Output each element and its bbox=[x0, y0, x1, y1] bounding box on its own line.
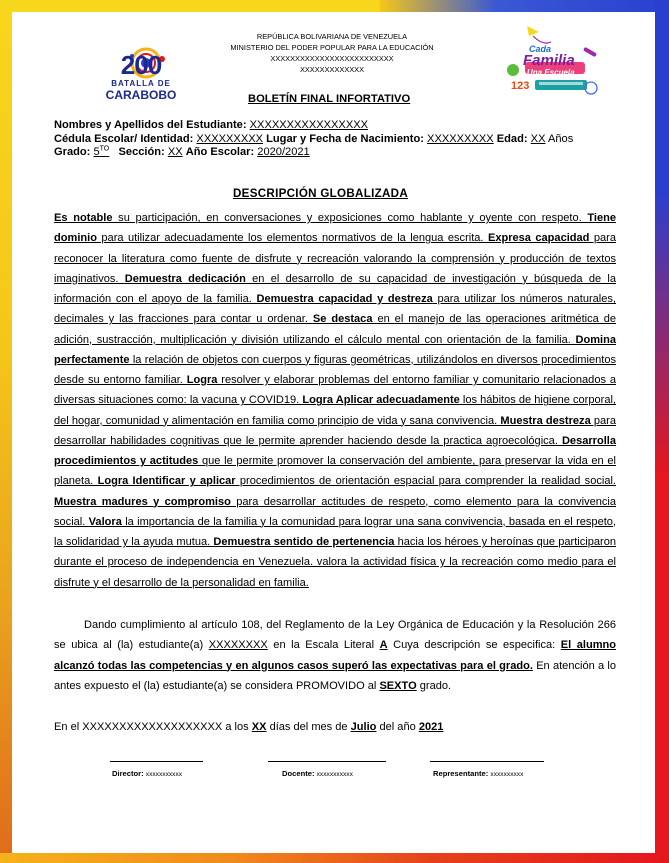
logo-cada-familia bbox=[505, 22, 601, 102]
section-value: XX bbox=[167, 146, 183, 158]
description-highlight: Es notable bbox=[54, 212, 113, 224]
description-highlight: Logra bbox=[186, 374, 218, 386]
description-text: procedimientos de orientación espacial para comprender la realidad social. bbox=[235, 475, 616, 488]
description-text: que le permite promover la conservación del ambiente, para preservar la vida en el planeta. bbox=[54, 455, 616, 488]
description-highlight: Muestra madures y compromiso bbox=[54, 495, 231, 508]
logo-200-number: 200 bbox=[120, 50, 162, 80]
director-signature: Director: xxxxxxxxxxx bbox=[112, 769, 183, 778]
closing-p2: en la Escala Literal bbox=[273, 639, 375, 652]
header-line2: MINISTERIO DEL PODER POPULAR PARA LA EDUCACIÓN bbox=[230, 43, 434, 52]
student-id-value: XXXXXXXXX bbox=[196, 132, 264, 145]
border-top-right bbox=[380, 0, 669, 12]
age-label: Edad: bbox=[496, 132, 528, 145]
student-name-label: Nombres y Apellidos del Estudiante: bbox=[54, 119, 247, 131]
date-year: 2021 bbox=[418, 721, 444, 733]
description-text: en el desarrollo de su capacidad de investigación y búsqueda de la información con el apoyo de la familia. bbox=[54, 272, 616, 305]
description-text: su participación, en conversaciones y exposiciones como hablante y oyente con respeto. bbox=[112, 212, 588, 224]
description-highlight: Desarrolla procedimientos y actitudes bbox=[54, 434, 616, 467]
student-name-line bbox=[54, 119, 644, 133]
document-title: BOLETÍN FINAL INFORTATIVO bbox=[248, 93, 411, 105]
student-id-line bbox=[54, 133, 644, 147]
representative-name: xxxxxxxxxx bbox=[490, 771, 524, 778]
date-mid2: del año bbox=[379, 721, 416, 733]
date-day: XX bbox=[251, 721, 267, 733]
date-month: Julio bbox=[350, 721, 377, 733]
student-grade-line bbox=[54, 146, 644, 160]
description-highlight: Se destaca bbox=[312, 313, 373, 326]
school-year-value: 2020/2021 bbox=[257, 146, 310, 158]
description-title: DESCRIPCIÓN GLOBALIZADA bbox=[232, 187, 408, 200]
description-text: en el manejo de las operaciones aritmética de adición, sustracción, multiplicación y división utilizando el cálculo mental con orientación de la familia. bbox=[54, 313, 617, 346]
logo-right-line2: Familia bbox=[523, 52, 575, 69]
logo-right-digits: 123 bbox=[511, 80, 530, 92]
representative-signature: Representante: xxxxxxxxxx bbox=[433, 769, 524, 778]
description-highlight: Muestra destreza bbox=[500, 414, 591, 427]
description-text: para desarrollar habilidades cognitivas que le permite aprender haciendo desde la practica agroecológica. bbox=[54, 414, 616, 447]
date-mid: días del mes de bbox=[269, 721, 348, 733]
closing-paragraph bbox=[54, 615, 616, 696]
description-text: para reconocer la literatura como fuente de disfrute y recreación valorando la comprensión y producción de textos imaginativos. bbox=[54, 232, 616, 285]
description-text: para utilizar los números naturales, decimales y las fracciones para contar u ordenar. bbox=[54, 293, 616, 326]
description-paragraph bbox=[54, 208, 616, 593]
description-text: la importancia de la familia y la comunidad para lograr una sana convivencia, basada en el respeto, la solidaridad y la ayuda mutua. bbox=[54, 515, 616, 548]
description-text: para desarrollar actitudes de respeto, como elemento para la convivencia social. bbox=[54, 495, 616, 528]
description-highlight: Demuestra capacidad y destreza bbox=[256, 293, 433, 305]
description-text: para utilizar adecuadamente los elementos normativos de la lengua escrita. bbox=[96, 232, 488, 245]
description-highlight: Tiene dominio bbox=[54, 212, 616, 245]
teacher-signature: Docente: xxxxxxxxxxx bbox=[282, 769, 353, 778]
header-line4: XXXXXXXXXXXXX bbox=[299, 65, 365, 74]
age-unit: Años bbox=[547, 132, 574, 145]
student-info bbox=[54, 119, 644, 160]
representative-signature-line bbox=[430, 761, 544, 762]
logo-right-line1: Cada bbox=[529, 44, 552, 54]
age-value: XX bbox=[530, 132, 546, 145]
description-highlight: Valora bbox=[88, 515, 122, 528]
border-right bbox=[655, 0, 669, 863]
director-signature-line bbox=[110, 761, 203, 762]
grade-label: Grado: bbox=[54, 146, 91, 158]
logo-line2: CARABOBO bbox=[105, 88, 177, 102]
document-page bbox=[12, 12, 655, 853]
promoted-grade: SEXTO bbox=[379, 679, 417, 692]
description-highlight: Expresa capacidad bbox=[487, 232, 590, 245]
closing-p3: Cuya descripción se especifica: bbox=[393, 639, 556, 652]
description-text: resolver y elaborar problemas del entorno familiar y comunitario relacionados a diversas situaciones como: la vacuna y COVID19. bbox=[54, 374, 616, 407]
date-prefix: En el XXXXXXXXXXXXXXXXXXX a los bbox=[54, 721, 249, 733]
teacher-name: xxxxxxxxxxx bbox=[316, 771, 353, 778]
description-highlight: Domina perfectamente bbox=[54, 333, 616, 366]
student-id-label: Cédula Escolar/ Identidad: bbox=[54, 132, 194, 145]
description-text: hacia los héroes y heroínas que participaron durante el proceso de independencia en Venezuela. valora la actividad física y la recreación como medio para el disfrute y el desarrollo de la personalidad en familia. bbox=[54, 536, 616, 589]
date-line bbox=[54, 717, 616, 737]
literal-scale: A bbox=[379, 639, 388, 652]
header-line1: REPÚBLICA BOLIVARIANA DE VENEZUELA bbox=[256, 32, 408, 41]
birth-label: Lugar y Fecha de Nacimiento: bbox=[266, 132, 424, 145]
logo-200-carabobo bbox=[100, 46, 182, 104]
teacher-signature-line bbox=[268, 761, 386, 762]
border-bottom bbox=[0, 853, 669, 863]
description-highlight: Demuestra dedicación bbox=[124, 272, 246, 285]
closing-p4: En atención a lo antes expuesto el (la) estudiante(a) se considera PROMOVIDO al bbox=[54, 659, 616, 692]
student-code: XXXXXXXX bbox=[208, 639, 268, 652]
section-label: Sección: bbox=[118, 146, 165, 158]
student-name-value: XXXXXXXXXXXXXXXX bbox=[249, 119, 369, 131]
grade-value: $5^{TO}$ bbox=[93, 145, 110, 158]
closing-p1: Dando cumplimiento al artículo 108, del Reglamento de la Ley Orgánica de Educación y la Resolución 266 se ubica al (la) estudiante(a) bbox=[54, 619, 616, 652]
birth-value: XXXXXXXXX bbox=[427, 132, 494, 145]
description-highlight: Logra Identificar y aplicar bbox=[97, 475, 236, 488]
header-line3: XXXXXXXXXXXXXXXXXXXXXXXXX bbox=[270, 54, 394, 63]
scale-description: El alumno alcanzó todas las competencias y en algunos casos superó las expectativas para el grado. bbox=[54, 639, 617, 672]
logo-right-line3: Una Escuela bbox=[527, 68, 575, 77]
description-highlight: Demuestra sentido de pertenencia bbox=[213, 536, 395, 548]
description-text: los hábitos de higiene corporal, del hogar, comunidad y alimentación en familia como principio de vida y sana convivencia. bbox=[54, 394, 616, 427]
director-name: xxxxxxxxxxx bbox=[145, 771, 183, 778]
closing-p5: grado. bbox=[419, 679, 452, 692]
school-year-label: Año Escolar: bbox=[185, 146, 255, 158]
description-highlight: Logra Aplicar adecuadamente bbox=[302, 394, 460, 407]
logo-line1: BATALLA DE bbox=[111, 79, 171, 88]
description-text: la relación de objetos con cuerpos y figuras geométricas, utilizándolos en diversos procedimientos desde su entorno familiar. bbox=[54, 353, 616, 386]
